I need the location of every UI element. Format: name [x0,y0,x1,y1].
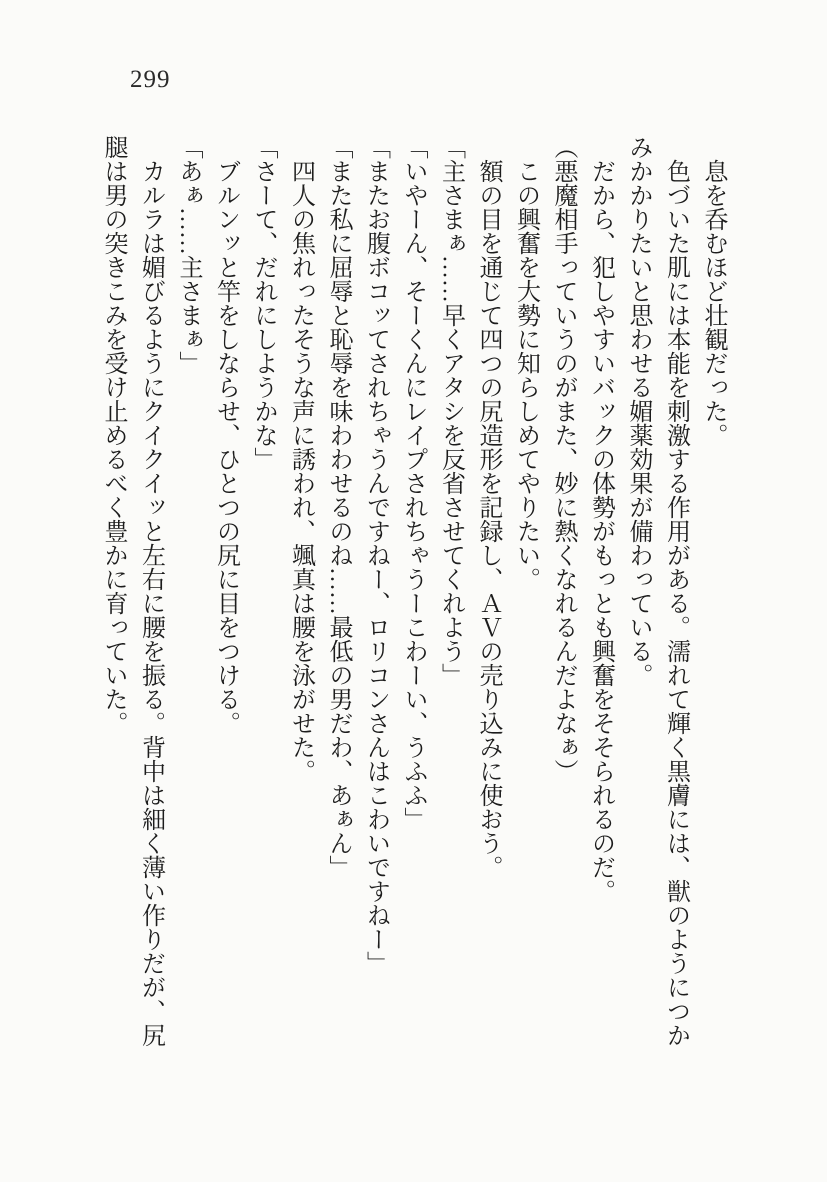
paragraph: ブルンッと竿をしならせ、ひとつの尻に目をつける。 [212,159,239,735]
page-number: 299 [130,66,171,93]
paragraph: 「いやーん、そーくんにレイプされちゃうーこわーい、うふふ」 [400,135,426,831]
paragraph: 色づいた肌には本能を刺激する作用がある。濡れて輝く黒膚には、獣のようにつかみかかりたいと思わせる媚薬効果が備わっている。 [625,135,689,1047]
paragraph: 「またお腹ボコッてされちゃうんですねー、ロリコンさんはこわいですねー」 [362,135,389,975]
paragraph: この興奮を大勢に知らしめてやりたい。 [512,159,539,591]
paragraph: カルラは媚びるようにクイクイッと左右に腰を振る。背中は細く薄い作りだが、尻腿は男の突きこみを受け止めるべく豊かに育っていた。 [100,135,164,1047]
paragraph: 「また私に屈辱と恥辱を味わわせるのね……最低の男だわ、あぁん」 [325,135,351,879]
text-block [93,135,731,1047]
paragraph: （悪魔相手っていうのがまた、妙に熱くなれるんだよなぁ） [550,135,576,783]
paragraph: 額の目を通じて四つの尻造形を記録し、ＡＶの売り込みに使おう。 [475,159,501,879]
paragraph: 「さーて、だれにしようかな」 [250,135,276,471]
paragraph: だから、犯しやすいバックの体勢がもっとも興奮をそそられるのだ。 [587,159,614,903]
paragraph: 「主さまぁ……早くアタシを反省させてくれよう」 [437,135,464,687]
paragraph: 「あぁ……主さまぁ」 [175,135,201,375]
paragraph: 四人の焦れったそうな声に誘われ、颯真は腰を泳がせた。 [287,159,314,783]
paragraph: 息を呑むほど壮観だった。 [700,159,726,447]
